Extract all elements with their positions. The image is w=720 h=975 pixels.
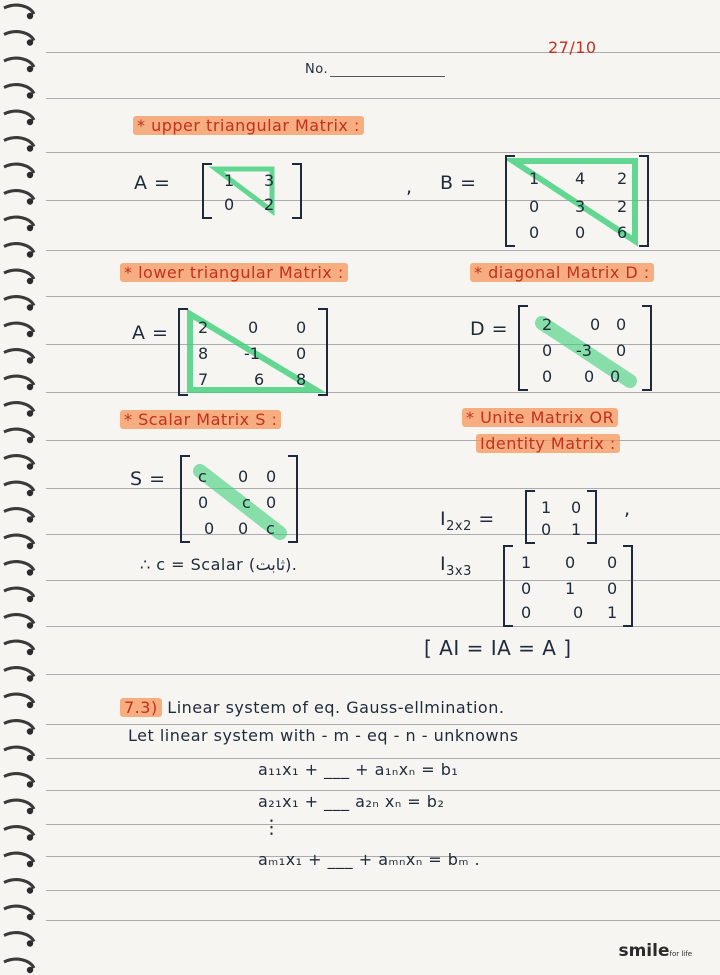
identity-I2-label: $I_{2x2}$ =: [440, 508, 495, 534]
cell: 0: [541, 520, 552, 539]
cell: 0: [266, 467, 277, 486]
ruled-line: [46, 790, 720, 791]
upper-A-label: A =: [134, 172, 171, 194]
cell: 0: [238, 467, 249, 486]
cell: 1: [224, 171, 235, 190]
cell: c: [242, 493, 251, 512]
cell: 0: [607, 553, 618, 572]
green-highlight: [202, 163, 302, 219]
upper-heading: * upper triangular Matrix :: [133, 116, 364, 135]
cell: 2: [617, 169, 628, 188]
cell: 0: [521, 603, 532, 622]
lower-A-label: A =: [132, 322, 169, 344]
scalar-S-label: S =: [130, 468, 166, 490]
cell: 0: [529, 197, 540, 216]
vertical-dots: ⋮: [262, 816, 282, 838]
cell: 0: [610, 367, 621, 386]
ruled-line: [46, 152, 720, 153]
cell: 0: [616, 341, 627, 360]
ruled-line: [46, 52, 720, 53]
ruled-line: [46, 890, 720, 891]
cell: 4: [575, 169, 586, 188]
ruled-line: [46, 296, 720, 297]
spiral-binding: [0, 0, 46, 975]
ruled-line: [46, 920, 720, 921]
cell: 0: [521, 579, 532, 598]
cell: c: [266, 519, 275, 538]
cell: 2: [264, 195, 275, 214]
cell: 0: [204, 519, 215, 538]
cell: 1: [571, 520, 582, 539]
cell: 8: [296, 370, 307, 389]
cell: 0: [224, 195, 235, 214]
cell: 0: [296, 318, 307, 337]
ruled-line: [46, 824, 720, 825]
cell: 0: [573, 603, 584, 622]
cell: 0: [266, 493, 277, 512]
diagonal-matrix-D: [518, 305, 652, 391]
cell: 0: [607, 579, 618, 598]
upper-matrix-B: [505, 155, 649, 247]
cell: 7: [198, 370, 209, 389]
gauss-intro: Let linear system with - m - eq - n - unknowns: [128, 726, 519, 745]
ruled-line: [46, 534, 720, 535]
cell: 0: [616, 315, 627, 334]
cell: 3: [264, 171, 275, 190]
equation-2: a₂₁x₁ + ___ a₂ₙ xₙ = b₂: [258, 792, 445, 811]
brand-logo: smilefor life: [618, 941, 692, 961]
cell: 1: [521, 553, 532, 572]
ruled-line: [46, 724, 720, 725]
diagonal-D-label: D =: [470, 318, 509, 340]
section-number: 7.3): [120, 698, 162, 717]
cell: 1: [607, 603, 618, 622]
no-label: No.: [305, 62, 329, 77]
date: 27/10: [548, 38, 597, 57]
identity-matrix-2x2: [525, 490, 597, 544]
cell: 6: [617, 223, 628, 242]
ruled-line: [46, 392, 720, 393]
equation-1: a₁₁x₁ + ___ + a₁ₙxₙ = b₁: [258, 760, 459, 779]
ruled-line: [46, 758, 720, 759]
ruled-line: [46, 674, 720, 675]
scalar-note: ∴ c = Scalar (ثابت).: [140, 555, 298, 574]
identity-heading-2: Identity Matrix :: [476, 434, 620, 453]
cell: 0: [248, 318, 259, 337]
cell: 0: [296, 344, 307, 363]
gauss-title-line: [120, 698, 504, 717]
cell: 1: [541, 498, 552, 517]
scalar-matrix-S: [180, 455, 298, 543]
no-underline: [330, 76, 445, 77]
upper-B-label: B =: [440, 172, 477, 194]
cell: 3: [575, 197, 586, 216]
cell: -3: [576, 341, 592, 360]
ruled-line: [46, 250, 720, 251]
cell: 2: [542, 315, 553, 334]
diagonal-heading: * diagonal Matrix D :: [470, 263, 654, 282]
identity-matrix-3x3: [503, 545, 633, 627]
cell: 0: [584, 367, 595, 386]
identity-I3-label: $I_{3x3}$: [440, 553, 472, 579]
comma: ,: [406, 176, 413, 198]
cell: 0: [565, 553, 576, 572]
cell: 1: [565, 579, 576, 598]
cell: c: [198, 467, 207, 486]
cell: 0: [590, 315, 601, 334]
cell: 6: [254, 370, 265, 389]
identity-property: [ AI = IA = A ]: [424, 636, 572, 660]
cell: 1: [529, 169, 540, 188]
lower-matrix-A: [178, 308, 328, 396]
cell: 0: [529, 223, 540, 242]
cell: 0: [575, 223, 586, 242]
cell: 0: [542, 341, 553, 360]
equation-m: aₘ₁x₁ + ___ + aₘₙxₙ = bₘ .: [258, 850, 481, 869]
cell: 0: [238, 519, 249, 538]
scalar-heading: * Scalar Matrix S :: [120, 410, 281, 429]
cell: 0: [198, 493, 209, 512]
ruled-line: [46, 98, 720, 99]
cell: -1: [244, 344, 260, 363]
identity-heading-1: * Unite Matrix OR: [462, 408, 618, 427]
cell: 2: [198, 318, 209, 337]
cell: 2: [617, 197, 628, 216]
upper-matrix-A: [202, 163, 302, 219]
lower-heading: * lower triangular Matrix :: [120, 263, 348, 282]
cell: 0: [571, 498, 582, 517]
gauss-title: Linear system of eq. Gauss-ellmination.: [167, 698, 505, 717]
cell: 8: [198, 344, 209, 363]
cell: 0: [542, 367, 553, 386]
comma: ,: [624, 498, 631, 520]
